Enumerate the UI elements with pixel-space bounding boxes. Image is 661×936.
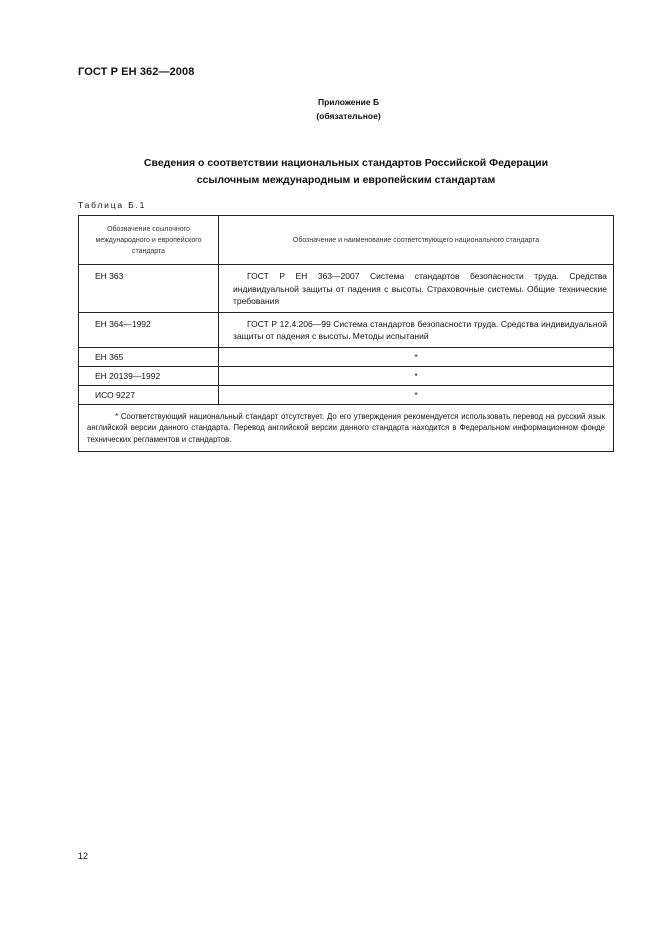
section-heading-line-2: ссылочным международным и европейским стандартам — [196, 174, 496, 186]
page-number: 12 — [78, 851, 89, 861]
row-reference-code: ЕН 20139—1992 — [79, 366, 219, 385]
header-national-standard — [219, 216, 614, 265]
table-caption: Таблица Б.1 — [78, 200, 147, 210]
section-heading-line-1: Сведения о соответствии национальных стандартов Российской Федерации — [143, 157, 549, 169]
row-national-standard: * — [219, 385, 614, 404]
section-heading — [78, 155, 614, 189]
table-row — [79, 366, 614, 385]
document-code: ГОСТ Р ЕН 362—2008 — [78, 66, 195, 78]
row-reference-code: ЕН 365 — [79, 347, 219, 366]
table-footnote-row — [79, 404, 614, 452]
row-reference-code: ИСО 9227 — [79, 385, 219, 404]
table-header-row — [79, 216, 614, 265]
table-footnote — [79, 404, 614, 452]
standards-table — [78, 215, 614, 452]
row-national-standard-text: ГОСТ Р ЕН 363—2007 Система стандартов безопасности труда. Средства индивидуальной защиты от падения с высоты. Страховочные системы. Общие технические требования — [233, 271, 607, 306]
table-row — [79, 347, 614, 366]
table-row — [79, 385, 614, 404]
row-reference-code: ЕН 364—1992 — [79, 312, 219, 347]
header-national-standard-text: Обозначение и наименование соответствующего национального стандарта — [292, 236, 540, 244]
appendix-label — [0, 95, 661, 123]
header-reference-standard-text: Обозначение ссылочного международного и европейского стандарта — [95, 225, 202, 255]
row-national-standard: * — [219, 347, 614, 366]
row-national-standard: * — [219, 366, 614, 385]
table-footnote-text: * Соответствующий национальный стандарт отсутствует. До его утверждения рекомендуется использовать перевод на русский язык английской версии данного стандарта. Перевод английской версии данного стандарта находится в Федеральном информационном фонде технических регламентов и стандартов. — [87, 411, 605, 444]
row-national-standard-text: ГОСТ Р 12.4.206—99 Система стандартов безопасности труда. Средства индивидуальной защиты от падения с высоты. Методы испытаний — [233, 318, 607, 341]
row-national-standard — [219, 265, 614, 313]
header-reference-standard — [79, 216, 219, 265]
table-row — [79, 312, 614, 347]
row-reference-code: ЕН 363 — [79, 265, 219, 313]
table-row — [79, 265, 614, 313]
appendix-title: Приложение Б — [317, 97, 380, 107]
row-national-standard — [219, 312, 614, 347]
appendix-status: (обязательное) — [316, 111, 381, 121]
